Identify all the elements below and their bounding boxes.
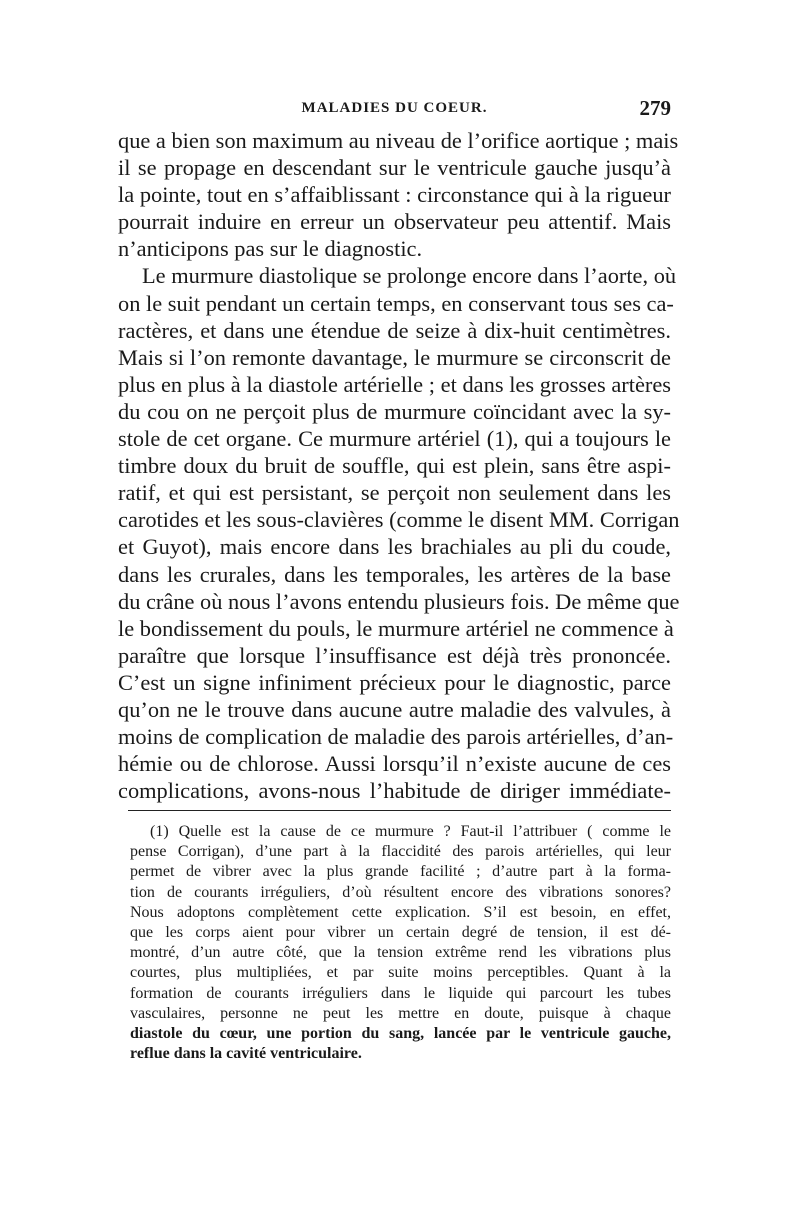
body-line: ractères, et dans une étendue de seize à dix-huit centimètres.	[118, 317, 671, 343]
footnote-line: diastole du cœur, une portion du sang, lancée par le ventricule gauche,	[130, 1024, 671, 1042]
page-number: 279	[639, 96, 671, 120]
footnote-line: pense Corrigan), d’une part à la flaccidité des parois artérielles, qui leur	[130, 843, 671, 861]
footnote-line: permet de vibrer avec la plus grande facilité ; d’autre part à la forma-	[130, 863, 671, 881]
body-line: on le suit pendant un certain temps, en conservant tous ses ca-	[118, 290, 674, 316]
footnote	[130, 822, 671, 1064]
footnote-line: (1) Quelle est la cause de ce murmure ? Faut-il l’attribuer ( comme le	[150, 823, 671, 840]
body-line: paraître que lorsque l’insuffisance est déjà très prononcée.	[118, 642, 671, 668]
body-line: moins de complication de maladie des parois artérielles, d’an-	[118, 724, 674, 750]
footnote-line: tion de courants irréguliers, d’où résultent encore des vibrations sonores?	[130, 883, 671, 901]
footnote-divider	[128, 810, 671, 811]
body-line: pourrait induire en erreur un observateur peu attentif. Mais	[118, 209, 671, 235]
body-line: ratif, et qui est persistant, se perçoit non seulement dans les	[118, 480, 671, 506]
body-line: Le murmure diastolique se prolonge encore dans l’aorte, où	[142, 263, 677, 289]
footnote-line: montré, d’un autre côté, que la tension extrême rend les vibrations plus	[130, 944, 671, 962]
body-line: hémie ou de chlorose. Aussi lorsqu’il n’existe aucune de ces	[118, 751, 671, 777]
body-line: que a bien son maximum au niveau de l’orifice aortique ; mais	[118, 128, 679, 153]
body-line: carotides et les sous-clavières (comme le disent MM. Corrigan	[118, 507, 680, 533]
body-line: du crâne où nous l’avons entendu plusieurs fois. De même que	[118, 588, 680, 614]
body-line: et Guyot), mais encore dans les brachiales au pli du coude,	[118, 534, 671, 560]
running-title: MALADIES DU COEUR.	[301, 100, 488, 116]
body-line: complications, avons-nous l’habitude de diriger immédiate-	[118, 778, 671, 804]
footnote-line: vasculaires, personne ne peut les mettre en doute, puisque à chaque	[130, 1004, 671, 1022]
body-line: plus en plus à la diastole artérielle ; et dans les grosses artères	[118, 371, 671, 397]
footnote-line: reflue dans la cavité ventriculaire.	[130, 1045, 362, 1063]
body-line: Mais si l’on remonte davantage, le murmure se circonscrit de	[118, 344, 671, 370]
running-head	[118, 96, 671, 122]
footnote-line: Nous adoptons complètement cette explication. S’il est besoin, en effet,	[130, 903, 671, 921]
body-line: dans les crurales, dans les temporales, les artères de la base	[118, 561, 671, 587]
body-line: qu’on ne le trouve dans aucune autre maladie des valvules, à	[118, 696, 671, 722]
footnote-line: courtes, plus multipliées, et par suite moins perceptibles. Quant à la	[130, 964, 671, 982]
body-text	[118, 127, 680, 804]
body-line: la pointe, tout en s’affaiblissant : circonstance qui à la rigueur	[118, 182, 671, 208]
body-line: n’anticipons pas sur le diagnostic.	[118, 236, 423, 262]
body-line: timbre doux du bruit de souffle, qui est plein, sans être aspi-	[118, 453, 671, 479]
body-line: le bondissement du pouls, le murmure artériel ne commence à	[118, 615, 674, 641]
body-line: il se propage en descendant sur le ventricule gauche jusqu’à	[118, 155, 671, 181]
body-line: C’est un signe infiniment précieux pour le diagnostic, parce	[118, 669, 671, 695]
footnote-line: que les corps aient pour vibrer un certain degré de tension, il est dé-	[130, 923, 671, 941]
body-line: stole de cet organe. Ce murmure artériel (1), qui a toujours le	[118, 426, 671, 452]
footnote-line: formation de courants irréguliers dans le liquide qui parcourt les tubes	[130, 984, 671, 1002]
body-line: du cou on ne perçoit plus de murmure coïncidant avec la sy-	[118, 398, 671, 424]
